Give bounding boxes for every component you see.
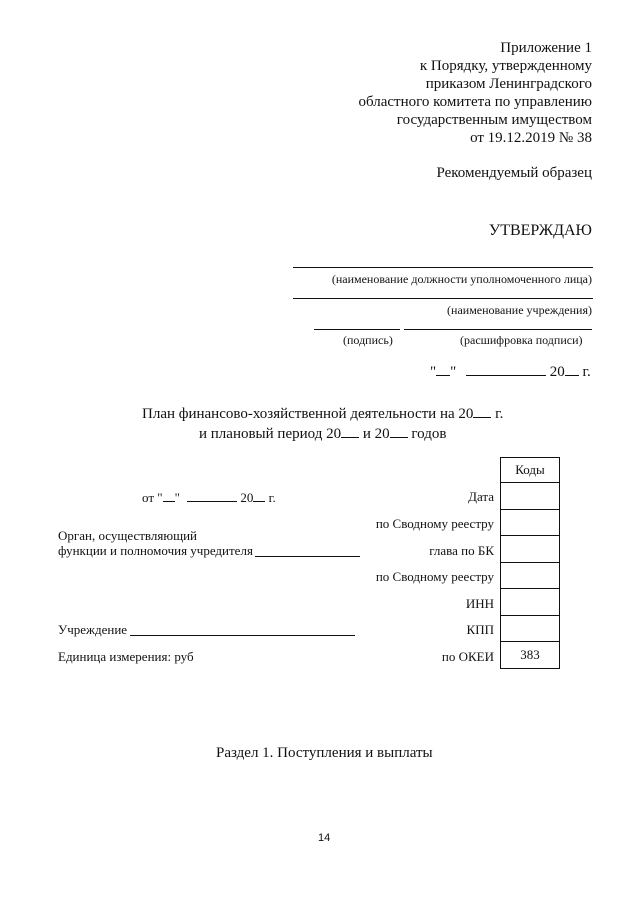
date-quote-close: ": [450, 364, 457, 380]
code-cell-kpp[interactable]: [501, 615, 560, 642]
decoding-line: [404, 329, 592, 330]
code-label-inn: ИНН: [465, 596, 494, 611]
year-blank: [473, 405, 491, 418]
code-label-bk: глава по БК: [429, 543, 494, 558]
plan-title-suffix: г.: [495, 406, 504, 422]
position-caption: (наименование должности уполномоченного лица): [331, 272, 592, 286]
form-date-suffix: г.: [268, 490, 276, 505]
date-quote-open: ": [430, 364, 437, 380]
organ-label-line-2: функции и полномочия учредителя: [58, 543, 253, 558]
page-number: 14: [318, 832, 331, 844]
appendix-line-6: от 19.12.2019 № 38: [470, 130, 592, 146]
month-blank: [187, 489, 237, 502]
form-date-prefix: от ": [142, 490, 163, 505]
appendix-line-5: государственным имуществом: [396, 112, 592, 128]
appendix-line-3: приказом Ленинградского: [425, 76, 592, 92]
date-year: 20: [549, 364, 565, 380]
year-blank: [390, 425, 408, 438]
plan-period-middle: и 20: [362, 426, 390, 442]
codes-header: Коды: [501, 458, 560, 483]
signature-line: [314, 329, 400, 330]
approval-date: [430, 363, 591, 381]
organ-field-line: [255, 556, 360, 557]
institution-caption: (наименование учреждения): [447, 303, 592, 317]
form-date: [142, 489, 276, 506]
appendix-line-2: к Порядку, утвержденному: [419, 58, 592, 74]
plan-title-line-1: [142, 405, 503, 423]
plan-period-prefix: и плановый период 20: [199, 426, 342, 442]
decoding-caption: (расшифровка подписи): [460, 333, 583, 347]
appendix-line-4: областного комитета по управлению: [358, 94, 592, 110]
year-blank: [253, 489, 265, 502]
form-date-quote: ": [174, 490, 180, 505]
month-blank: [466, 363, 546, 376]
day-blank: [436, 363, 450, 376]
code-cell-reestr-1[interactable]: [501, 509, 560, 536]
code-cell-bk[interactable]: [501, 536, 560, 563]
signature-caption: (подпись): [343, 333, 393, 347]
institution-line: [293, 298, 593, 299]
unit-label: Единица измерения: руб: [58, 649, 194, 664]
section-heading: Раздел 1. Поступления и выплаты: [216, 745, 433, 761]
code-cell-inn[interactable]: [501, 589, 560, 616]
code-label-reestr-2: по Сводному реестру: [375, 569, 494, 584]
date-suffix: г.: [582, 364, 591, 380]
code-label-okei: по ОКЕИ: [441, 649, 494, 664]
code-label-kpp: КПП: [466, 622, 494, 637]
year-blank: [341, 425, 359, 438]
code-cell-date[interactable]: [501, 483, 560, 510]
codes-table: [500, 457, 560, 669]
appendix-line-1: Приложение 1: [500, 40, 592, 56]
approval-title: УТВЕРЖДАЮ: [488, 222, 592, 239]
day-blank: [163, 489, 175, 502]
form-date-year: 20: [240, 490, 254, 505]
institution-label: Учреждение: [58, 622, 128, 637]
organ-label-line-1: Орган, осуществляющий: [58, 528, 197, 543]
institution-field-line: [130, 635, 355, 636]
position-line: [293, 267, 593, 268]
recommended-sample: Рекомендуемый образец: [436, 165, 592, 181]
code-label-reestr-1: по Сводному реестру: [375, 516, 494, 531]
plan-title-prefix: План финансово-хозяйственной деятельности на 20: [142, 406, 474, 422]
year-blank: [565, 363, 579, 376]
plan-title-line-2: [199, 425, 446, 443]
code-label-date: Дата: [468, 489, 494, 504]
code-cell-okei[interactable]: 383: [501, 642, 560, 669]
code-cell-reestr-2[interactable]: [501, 562, 560, 589]
plan-period-suffix: годов: [411, 426, 447, 442]
